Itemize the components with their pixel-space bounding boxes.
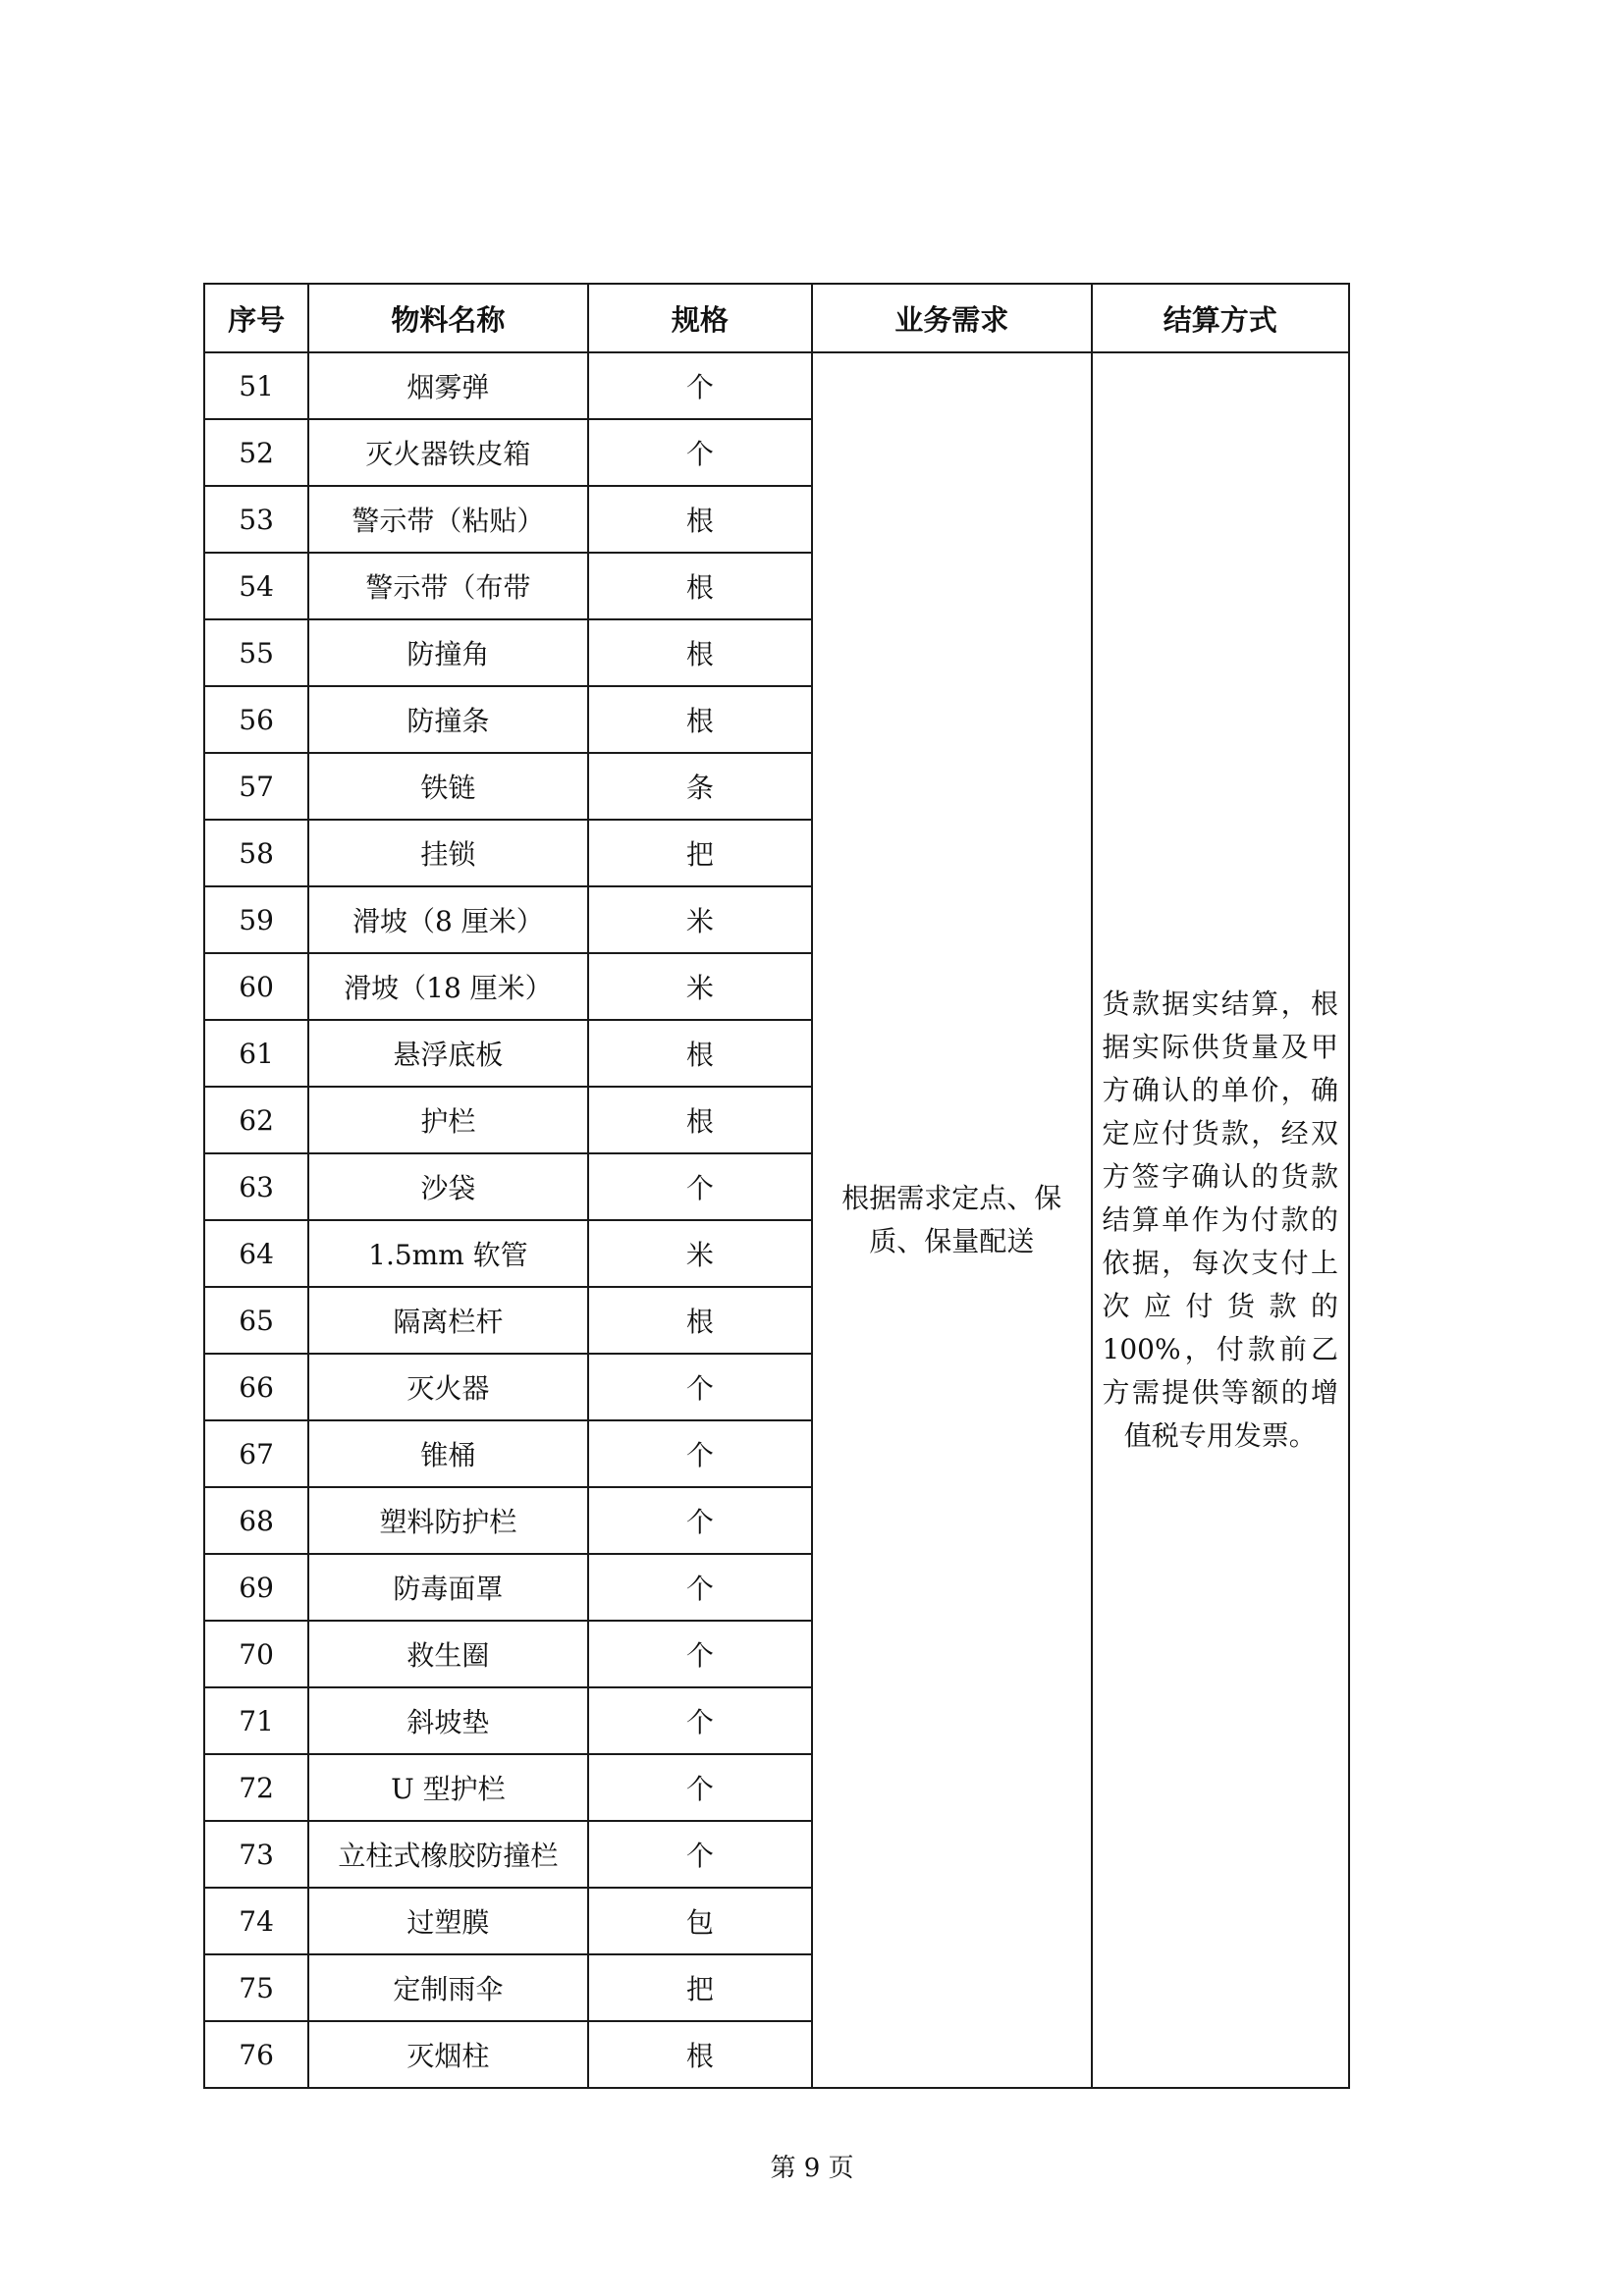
cell-spec: 个 [588, 1487, 812, 1554]
cell-material-name: 悬浮底板 [308, 1020, 587, 1087]
cell-seq: 75 [204, 1954, 308, 2021]
cell-spec: 个 [588, 1153, 812, 1220]
cell-seq: 53 [204, 486, 308, 553]
cell-material-name: 救生圈 [308, 1621, 587, 1687]
cell-material-name: 警示带（布带 [308, 553, 587, 619]
cell-spec: 把 [588, 820, 812, 886]
cell-material-name: 防撞条 [308, 686, 587, 753]
cell-seq: 71 [204, 1687, 308, 1754]
header-seq: 序号 [204, 284, 308, 352]
cell-seq: 59 [204, 886, 308, 953]
cell-material-name: 灭火器 [308, 1354, 587, 1420]
cell-material-name: 立柱式橡胶防撞栏 [308, 1821, 587, 1888]
cell-spec: 个 [588, 1754, 812, 1821]
cell-seq: 73 [204, 1821, 308, 1888]
header-material-name: 物料名称 [308, 284, 587, 352]
header-settlement-method: 结算方式 [1092, 284, 1349, 352]
cell-seq: 61 [204, 1020, 308, 1087]
cell-material-name: 过塑膜 [308, 1888, 587, 1954]
cell-material-name: 塑料防护栏 [308, 1487, 587, 1554]
cell-spec: 个 [588, 1687, 812, 1754]
cell-spec: 条 [588, 753, 812, 820]
cell-seq: 58 [204, 820, 308, 886]
cell-spec: 根 [588, 686, 812, 753]
cell-material-name: 1.5mm 软管 [308, 1220, 587, 1287]
cell-spec: 个 [588, 352, 812, 419]
cell-spec: 个 [588, 1821, 812, 1888]
cell-spec: 把 [588, 1954, 812, 2021]
cell-material-name: 烟雾弹 [308, 352, 587, 419]
cell-seq: 72 [204, 1754, 308, 1821]
cell-spec: 根 [588, 1087, 812, 1153]
cell-seq: 57 [204, 753, 308, 820]
cell-material-name: 沙袋 [308, 1153, 587, 1220]
cell-spec: 米 [588, 886, 812, 953]
cell-seq: 51 [204, 352, 308, 419]
cell-material-name: 斜坡垫 [308, 1687, 587, 1754]
cell-seq: 63 [204, 1153, 308, 1220]
cell-material-name: 铁链 [308, 753, 587, 820]
cell-spec: 根 [588, 2021, 812, 2088]
cell-business-requirement: 根据需求定点、保质、保量配送 [812, 352, 1091, 2088]
cell-seq: 68 [204, 1487, 308, 1554]
cell-spec: 根 [588, 619, 812, 686]
cell-seq: 65 [204, 1287, 308, 1354]
cell-material-name: 护栏 [308, 1087, 587, 1153]
table-body [204, 352, 1349, 2088]
cell-spec: 米 [588, 1220, 812, 1287]
page-number: 第 9 页 [770, 2154, 854, 2183]
cell-seq: 67 [204, 1420, 308, 1487]
cell-seq: 55 [204, 619, 308, 686]
cell-spec: 个 [588, 1420, 812, 1487]
cell-seq: 56 [204, 686, 308, 753]
cell-seq: 70 [204, 1621, 308, 1687]
cell-spec: 米 [588, 953, 812, 1020]
materials-table [203, 283, 1350, 2089]
cell-spec: 个 [588, 419, 812, 486]
cell-seq: 62 [204, 1087, 308, 1153]
cell-spec: 根 [588, 486, 812, 553]
cell-settlement-method: 货款据实结算，根据实际供货量及甲方确认的单价，确定应付货款，经双方签字确认的货款结算单作为付款的依据，每次支付上次应付货款的100%，付款前乙方需提供等额的增值税专用发票。 [1092, 352, 1349, 2088]
cell-spec: 个 [588, 1621, 812, 1687]
cell-spec: 根 [588, 1287, 812, 1354]
cell-seq: 52 [204, 419, 308, 486]
cell-seq: 69 [204, 1554, 308, 1621]
header-spec: 规格 [588, 284, 812, 352]
cell-material-name: U 型护栏 [308, 1754, 587, 1821]
cell-material-name: 滑坡（8 厘米） [308, 886, 587, 953]
cell-material-name: 滑坡（18 厘米） [308, 953, 587, 1020]
cell-material-name: 锥桶 [308, 1420, 587, 1487]
cell-seq: 60 [204, 953, 308, 1020]
cell-material-name: 挂锁 [308, 820, 587, 886]
cell-spec: 根 [588, 1020, 812, 1087]
cell-material-name: 防毒面罩 [308, 1554, 587, 1621]
cell-material-name: 灭烟柱 [308, 2021, 587, 2088]
cell-seq: 64 [204, 1220, 308, 1287]
header-business-requirement: 业务需求 [812, 284, 1091, 352]
cell-seq: 66 [204, 1354, 308, 1420]
cell-spec: 根 [588, 553, 812, 619]
cell-material-name: 灭火器铁皮箱 [308, 419, 587, 486]
cell-spec: 个 [588, 1554, 812, 1621]
cell-spec: 包 [588, 1888, 812, 1954]
cell-material-name: 防撞角 [308, 619, 587, 686]
cell-seq: 54 [204, 553, 308, 619]
cell-material-name: 隔离栏杆 [308, 1287, 587, 1354]
cell-seq: 74 [204, 1888, 308, 1954]
cell-material-name: 定制雨伞 [308, 1954, 587, 2021]
cell-seq: 76 [204, 2021, 308, 2088]
cell-material-name: 警示带（粘贴） [308, 486, 587, 553]
cell-spec: 个 [588, 1354, 812, 1420]
table-header-row [204, 284, 1349, 352]
table-row [204, 352, 1349, 419]
